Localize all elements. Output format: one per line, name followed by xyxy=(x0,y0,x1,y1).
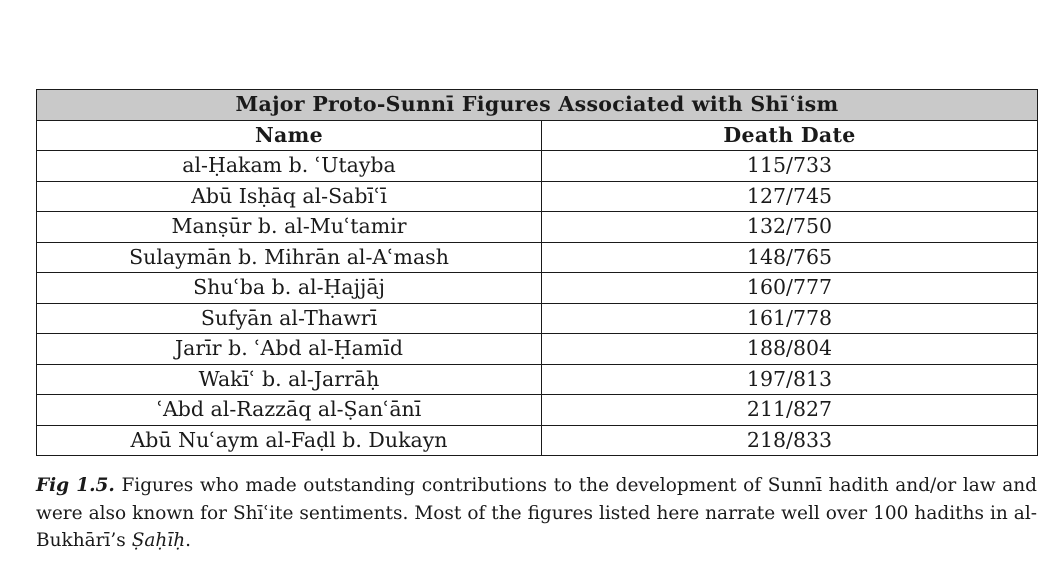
caption-text: Figures who made outstanding contributions to the development of Sunnī hadith and/or law and were also known for Shīʿite sentiments. Most of the figures listed here narrate well over 100 hadiths in al-Bukhārī’s xyxy=(36,475,1037,551)
cell-name: Sufyān al-Thawrī xyxy=(37,303,542,334)
caption-end: . xyxy=(185,530,192,551)
cell-name: Shuʿba b. al-Ḥajjāj xyxy=(37,273,542,304)
cell-death-date: 161/778 xyxy=(542,303,1038,334)
cell-name: Manṣūr b. al-Muʿtamir xyxy=(37,212,542,243)
table-row xyxy=(37,212,1038,243)
table-row xyxy=(37,242,1038,273)
table-header-row xyxy=(37,120,1038,151)
table-row xyxy=(37,395,1038,426)
table-row xyxy=(37,334,1038,365)
table-row xyxy=(37,151,1038,182)
cell-name: Wakīʿ b. al-Jarrāḥ xyxy=(37,364,542,395)
cell-name: Sulaymān b. Mihrān al-Aʿmash xyxy=(37,242,542,273)
cell-name: ʿAbd al-Razzāq al-Ṣanʿānī xyxy=(37,395,542,426)
figures-table xyxy=(36,89,1038,456)
cell-death-date: 132/750 xyxy=(542,212,1038,243)
table-row xyxy=(37,181,1038,212)
cell-death-date: 148/765 xyxy=(542,242,1038,273)
column-header-death-date: Death Date xyxy=(542,120,1038,151)
cell-name: Abū Nuʿaym al-Faḍl b. Dukayn xyxy=(37,425,542,456)
figure-caption xyxy=(36,472,1037,555)
cell-death-date: 115/733 xyxy=(542,151,1038,182)
table-row xyxy=(37,273,1038,304)
cell-death-date: 188/804 xyxy=(542,334,1038,365)
cell-death-date: 197/813 xyxy=(542,364,1038,395)
figure-label: Fig 1.5. xyxy=(36,475,115,496)
cell-name: Abū Isḥāq al-Sabīʿī xyxy=(37,181,542,212)
table-row xyxy=(37,425,1038,456)
table-row xyxy=(37,303,1038,334)
figures-table-container xyxy=(36,89,1037,456)
table-row xyxy=(37,364,1038,395)
cell-name: Jarīr b. ʿAbd al-Ḥamīd xyxy=(37,334,542,365)
caption-work-title: Ṣaḥīḥ xyxy=(131,530,186,551)
cell-death-date: 211/827 xyxy=(542,395,1038,426)
table-title: Major Proto-Sunnī Figures Associated with Shīʿism xyxy=(37,90,1038,121)
cell-death-date: 127/745 xyxy=(542,181,1038,212)
cell-death-date: 218/833 xyxy=(542,425,1038,456)
cell-name: al-Ḥakam b. ʿUtayba xyxy=(37,151,542,182)
cell-death-date: 160/777 xyxy=(542,273,1038,304)
column-header-name: Name xyxy=(37,120,542,151)
table-title-row xyxy=(37,90,1038,121)
